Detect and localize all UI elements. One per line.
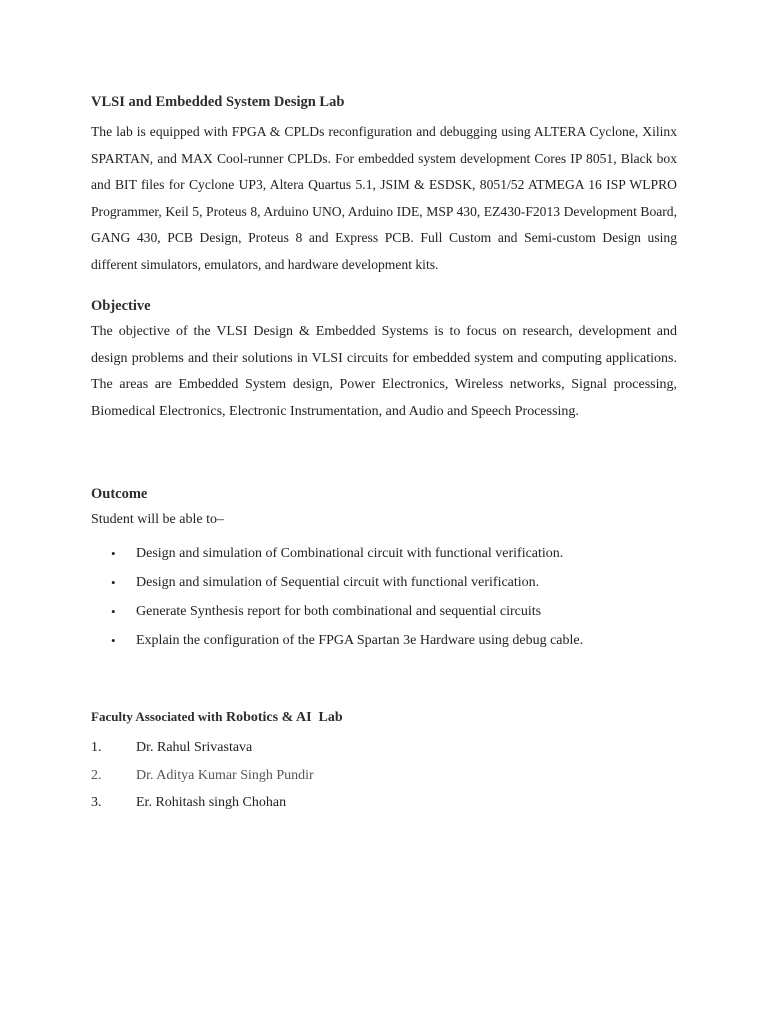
faculty-heading-lab: Robotics & AI Lab xyxy=(225,710,343,725)
faculty-number: 1. xyxy=(91,740,102,755)
outcome-item-text: Design and simulation of Combinational circuit with functional verification. xyxy=(136,546,564,561)
list-item xyxy=(91,738,314,766)
faculty-number: 3. xyxy=(91,795,102,810)
lab-description: The lab is equipped with FPGA & CPLDs reconfiguration and debugging using ALTERA Cyclone, Xilinx SPARTAN, and MAX Cool-runner CPLDs. For embedded system development Cores IP 8051, Black box and BIT files for Cyclone UP3, Altera Quartus 5.1, JSIM & ESDSK, 8051/52 ATMEGA 16 ISP WLPRO Programmer, Keil 5, Proteus 8, Arduino UNO, Arduino IDE, MSP 430, EZ430-F2013 Development Board, GANG 430, PCB Design, Proteus 8 and Express PCB. Full Custom and Semi-custom Design using different simulators, emulators, and hardware development kits. xyxy=(91,124,677,272)
faculty-number: 2. xyxy=(91,767,102,783)
objective-text: The objective of the VLSI Design & Embedded Systems is to focus on research, development and design problems and their solutions in VLSI circuits for embedded system and computing applications. The areas are Embedded System design, Power Electronics, Wireless networks, Signal processing, Biomedical Electronics, Electronic Instrumentation, and Audio and Speech Processing. xyxy=(91,324,677,419)
faculty-list xyxy=(91,738,314,821)
outcome-intro: Student will be able to– xyxy=(91,512,224,527)
bullet-icon: • xyxy=(111,546,116,561)
outcome-item-text: Explain the configuration of the FPGA Spartan 3e Hardware using debug cable. xyxy=(136,633,584,648)
outcome-item-text: Design and simulation of Sequential circuit with functional verification. xyxy=(136,575,540,590)
faculty-name: Dr. Aditya Kumar Singh Pundir xyxy=(136,767,314,783)
list-item xyxy=(91,766,314,794)
list-item xyxy=(111,573,583,602)
list-item xyxy=(111,631,583,660)
list-item xyxy=(111,544,583,573)
outcome-item-text: Generate Synthesis report for both combinational and sequential circuits xyxy=(136,604,542,619)
faculty-heading-prefix: Faculty Associated with xyxy=(91,709,223,724)
bullet-icon: • xyxy=(111,604,116,619)
faculty-heading xyxy=(91,709,343,726)
list-item xyxy=(91,793,314,821)
outcome-list xyxy=(111,544,583,660)
faculty-name: Er. Rohitash singh Chohan xyxy=(136,795,287,810)
bullet-icon: • xyxy=(111,633,116,648)
faculty-name: Dr. Rahul Srivastava xyxy=(136,740,253,755)
bullet-icon: • xyxy=(111,575,116,590)
outcome-heading: Outcome xyxy=(91,486,148,502)
lab-title: VLSI and Embedded System Design Lab xyxy=(91,94,345,110)
objective-heading: Objective xyxy=(91,298,151,314)
list-item xyxy=(111,602,583,631)
